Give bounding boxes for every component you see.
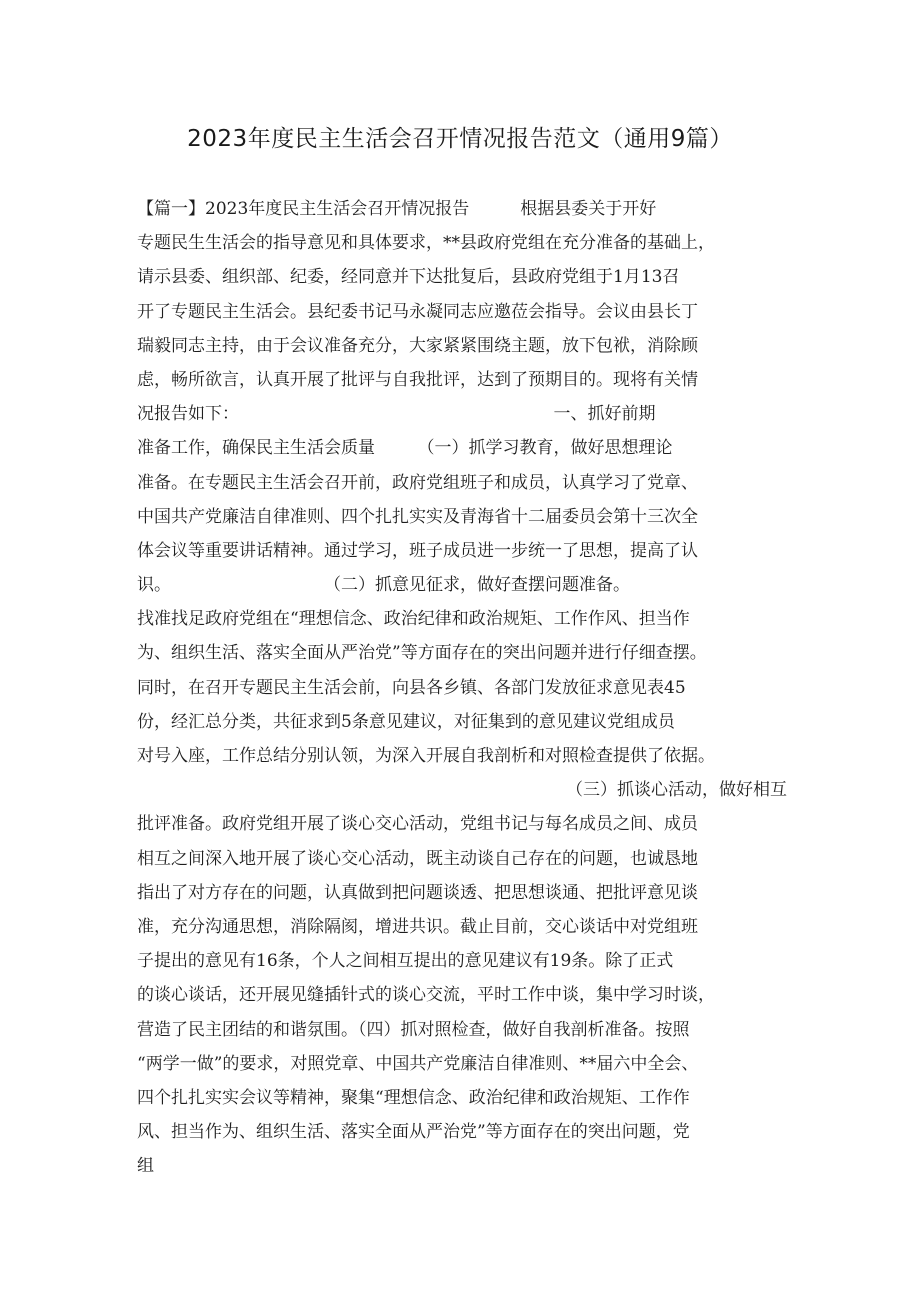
document-title: 2023年度民主生活会召开情况报告范文（通用9篇） xyxy=(187,126,733,152)
body-line: 准，充分沟通思想，消除隔阂，增进共识。截止目前，交心谈话中对党组班 xyxy=(137,916,698,937)
body-line: 开了专题民主生活会。县纪委书记马永凝同志应邀莅会指导。会议由县长丁 xyxy=(137,301,698,322)
body-line: 专题民生生活会的指导意见和具体要求，**县政府党组在充分准备的基础上， xyxy=(137,233,715,254)
body-line: 准备工作，确保民主生活会质量 （一）抓学习教育，做好思想理论 xyxy=(137,438,673,459)
body-line: 找准找足政府党组在“理想信念、政治纪律和政治规矩、工作作风、担当作 xyxy=(137,609,690,630)
body-line: 营造了民主团结的和谐氛围。（四）抓对照检查，做好自我剖析准备。按照 xyxy=(137,1019,690,1040)
body-line: 相互之间深入地开展了谈心交心活动，既主动谈自己存在的问题，也诚恳地 xyxy=(137,848,698,869)
body-line: 四个扎扎实实会议等精神，聚集“理想信念、政治纪律和政治规矩、工作作 xyxy=(137,1087,690,1108)
body-line: 对号入座，工作总结分别认领，为深入开展自我剖析和对照检查提供了依据。 xyxy=(137,746,715,766)
body-line: 为、组织生活、落实全面从严治党”等方面存在的突出问题并进行仔细查摆。 xyxy=(137,643,707,664)
body-line: （三）抓谈心活动，做好相互 xyxy=(566,780,787,801)
body-line: 识。 （二）抓意见征求，做好查摆问题准备。 xyxy=(137,575,630,596)
body-line: 子提出的意见有16条，个人之间相互提出的意见建议有19条。除了正式 xyxy=(137,951,674,972)
body-line: 的谈心谈话，还开展见缝插针式的谈心交流，平时工作中谈，集中学习时谈， xyxy=(137,985,715,1006)
body-line: 虑，畅所欲言，认真开展了批评与自我批评，达到了预期目的。现将有关情 xyxy=(137,369,698,390)
body-line: 份，经汇总分类，共征求到5条意见建议，对征集到的意见建议党组成员 xyxy=(137,711,675,732)
body-line: 体会议等重要讲话精神。通过学习，班子成员进一步统一了思想，提高了认 xyxy=(137,540,698,561)
body-line: 瑞毅同志主持，由于会议准备充分，大家紧紧围绕主题，放下包袱，消除顾 xyxy=(137,335,698,356)
body-line: 请示县委、组织部、纪委，经同意并下达批复后，县政府党组于1月13召 xyxy=(137,267,680,288)
body-line: 同时，在召开专题民主生活会前，向县各乡镇、各部门发放征求意见表45 xyxy=(137,677,686,698)
body-line: 风、担当作为、组织生活、落实全面从严治党”等方面存在的突出问题，党 xyxy=(137,1122,690,1143)
body-line: 况报告如下： 一、抓好前期 xyxy=(137,404,656,425)
body-line: 指出了对方存在的问题，认真做到把问题谈透、把思想谈通、把批评意见谈 xyxy=(137,882,698,903)
body-line: 准备。在专题民主生活会召开前，政府党组班子和成员，认真学习了党章、 xyxy=(137,472,698,493)
body-line: 批评准备。政府党组开展了谈心交心活动，党组书记与每名成员之间、成员 xyxy=(137,814,698,835)
body-line: 【篇一】2023年度民主生活会召开情况报告 根据县委关于开好 xyxy=(137,199,657,219)
document-body xyxy=(137,192,787,1183)
body-line: 组 xyxy=(137,1156,154,1177)
body-line: 中国共产党廉洁自律准则、四个扎扎实实及青海省十二届委员会第十三次全 xyxy=(137,506,698,527)
body-line: “两学一做”的要求，对照党章、中国共产党廉洁自律准则、**届六中全会、 xyxy=(137,1053,699,1074)
